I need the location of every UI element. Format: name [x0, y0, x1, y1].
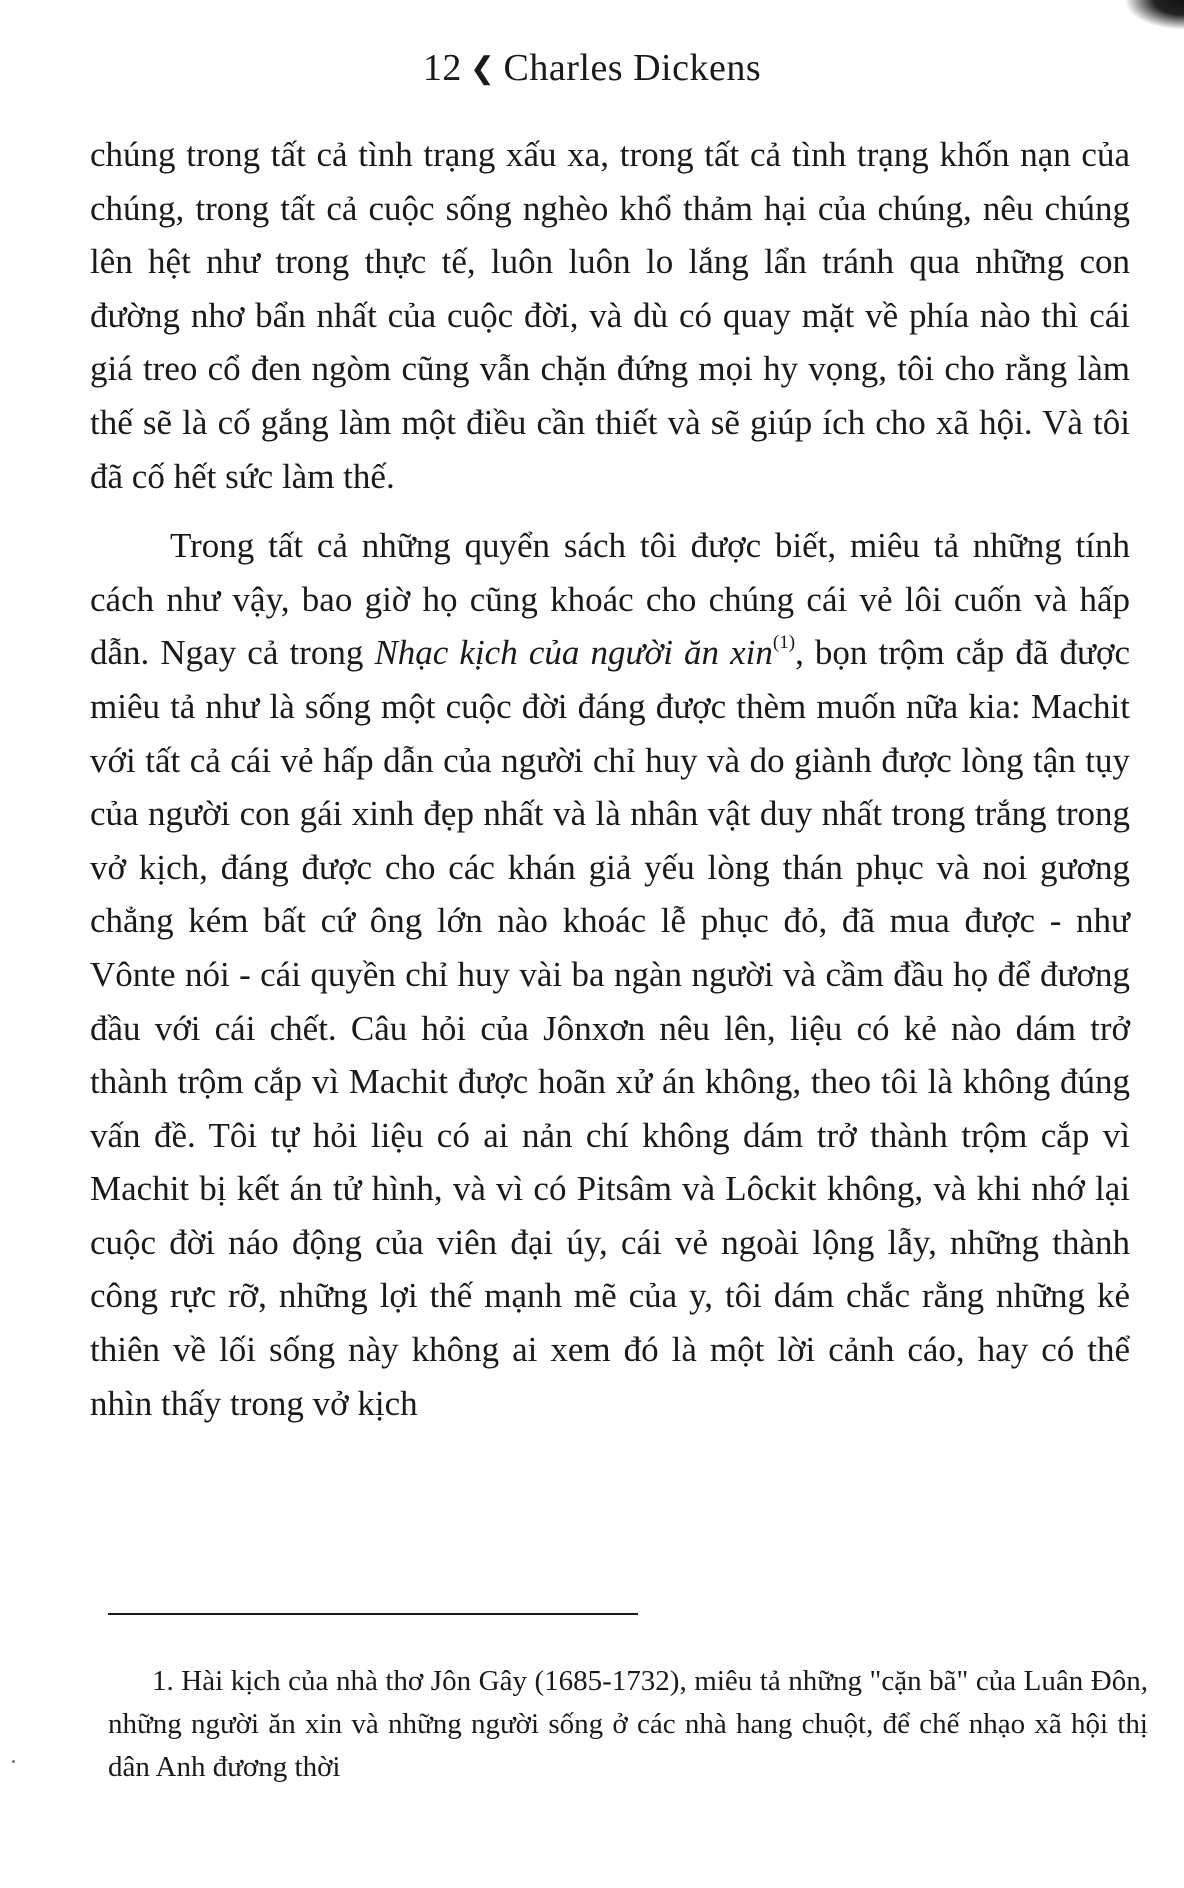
paragraph-1: chúng trong tất cả tình trạng xấu xa, trong tất cả tình trạng khốn nạn của chúng, trong tất cả cuộc sống nghèo khổ thảm hại của chúng, nêu chúng lên hệt như trong thực tế, luôn luôn lo lắng lẩn tránh qua những con đường nhơ bẩn nhất của cuộc đời, và dù có quay mặt về phía nào thì cái giá treo cổ đen ngòm cũng vẫn chặn đứng mọi hy vọng, tôi cho rằng làm thế sẽ là cố gắng làm một điều cần thiết và sẽ giúp ích cho xã hội. Và tôi đã cố hết sức làm thế. [90, 135, 1130, 496]
running-header [0, 46, 1184, 90]
paragraph-2-rest: , bọn trộm cắp đã được miêu tả như là sống một cuộc đời đáng được thèm muốn nữa kia: Machit với tất cả cái vẻ hấp dẫn của người chỉ huy và do giành được lòng tận tụy của người con gái xinh đẹp nhất và là nhân vật duy nhất trong trắng trong vở kịch, đáng được cho các khán giả yếu lòng thán phục và noi gương chẳng kém bất cứ ông lớn nào khoác lễ phục đỏ, đã mua được - như Vônte nói - cái quyền chỉ huy vài ba ngàn người và cầm đầu họ để đương đầu với cái chết. Câu hỏi của Jônxơn nêu lên, liệu có kẻ nào dám trở thành trộm cắp vì Machit được hoãn xử án không, theo tôi là không đúng vấn đề. Tôi tự hỏi liệu có ai nản chí không dám trở thành trộm cắp vì Machit bị kết án tử hình, và vì có Pitsâm và Lôckit không, và khi nhớ lại cuộc đời náo động của viên đại úy, cái vẻ ngoài lộng lẫy, những thành công rực rỡ, những lợi thế mạnh mẽ của y, tôi dám chắc rằng những kẻ thiên về lối sống này không ai xem đó là một lời cảnh cáo, hay có thể nhìn thấy trong vở kịch [90, 633, 1131, 1423]
page-number: 12 [422, 47, 462, 89]
footnote [108, 1660, 1148, 1789]
paper-speck [12, 1760, 15, 1763]
footnote-reference: (1) [772, 632, 796, 654]
work-title: Nhạc kịch của người ăn xin [374, 633, 773, 673]
footnote-text: 1. Hài kịch của nhà thơ Jôn Gây (1685-1732), miêu tả những "cặn bã" của Luân Đôn, những người ăn xin và những người sống ở các nhà hang chuột, để chế nhạo xã hội thị dân Anh đương thời [108, 1665, 1148, 1783]
book-author: Charles Dickens [503, 47, 762, 89]
paragraph-2 [90, 519, 1130, 1430]
footnote-divider [108, 1613, 638, 1615]
paragraph-2-intro: Trong tất cả những quyển sách tôi được biết, miêu tả những tính cách như vậy, bao giờ họ cũng khoác cho chúng cái vẻ lôi cuốn và hấp dẫn. Ngay cả trong [90, 526, 1130, 673]
body-text [90, 128, 1130, 1430]
header-arrow-icon: ❮ [469, 52, 496, 85]
page-corner-shadow [1124, 0, 1184, 30]
